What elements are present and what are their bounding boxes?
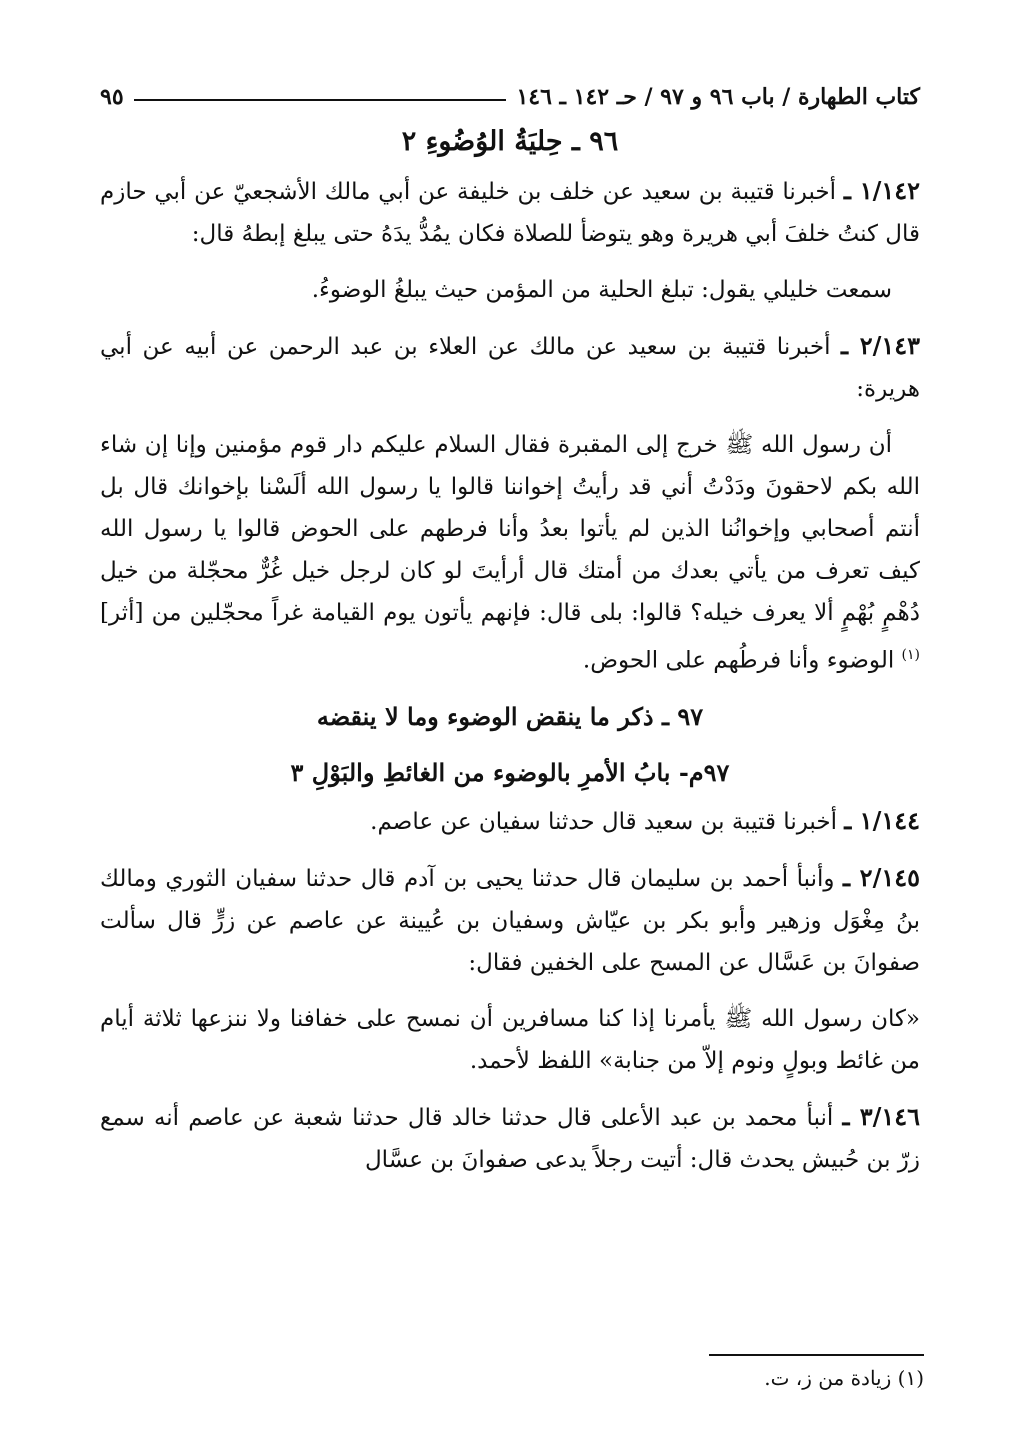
hadith-143-matn — [100, 424, 920, 682]
hadith-146-isnad-text: أنبأ محمد بن عبد الأعلى قال حدثنا خالد قال حدثنا شعبة عن عاصم أنه سمع زرّ بن حُبيش يحدث قال: أتيت رجلاً يدعى صفوانَ بن عسَّال — [100, 1104, 920, 1173]
hadith-144-number: ١/١٤٤ ـ — [844, 805, 920, 835]
footnote-reference: (١) — [901, 647, 920, 663]
hadith-143-matn-end: الوضوء وأنا فرطُهم على الحوض. — [582, 647, 895, 674]
footnote-divider — [709, 1354, 924, 1356]
hadith-142-isnad — [100, 170, 920, 255]
hadith-146-number: ٣/١٤٦ ـ — [842, 1101, 921, 1131]
running-head — [100, 80, 920, 114]
section-96-title: ٩٦ ـ حِليَةُ الوُضُوءِ ٢ — [401, 126, 619, 157]
hadith-145-isnad-text: وأنبأ أحمد بن سليمان قال حدثنا يحيى بن آدم قال حدثنا سفيان الثوري ومالك بنُ مِغْوَل وزهير وأبو بكر بن عيّاش وسفيان بن عُيينة عن عاصم عن زرٍّ قال سألت صفوانَ بن عَسَّال عن المسح على الخفين فقال: — [100, 865, 920, 976]
header-rule — [134, 99, 507, 101]
section-97m-title: ٩٧م- بابُ الأمرِ بالوضوء من الغائطِ والبَوْلِ ٣ — [290, 757, 730, 787]
hadith-142-number: ١/١٤٢ ـ — [843, 176, 921, 205]
hadith-143-number: ٢/١٤٣ ـ — [841, 331, 921, 360]
hadith-144-isnad — [100, 800, 920, 843]
hadith-146-isnad — [100, 1096, 920, 1181]
hadith-143-matn-text: أن رسول الله ﷺ خرج إلى المقبرة فقال السلام عليكم دار قوم مؤمنين وإنا إن شاء الله بكم لاحقونَ ودَدْتُ أني قد رأيتُ إخواننا قالوا يا رسول الله ألَسْنا بإخوانك قال بل أنتم أصحابي وإخوانُنا الذين لم يأتوا بعدُ وأنا فرطهم على الحوض قالوا يا رسول الله كيف تعرف من يأتي بعدك من أمتك قال أرأيتَ لو كان لرجل خيل غُرٌّ محجّلة من خيل دُهْمٍ بُهْمٍ ألا يعرف خيله؟ قالوا: بلى قال: فإنهم يأتون يوم القيامة غراً محجّلين من [أثر] — [100, 432, 920, 626]
hadith-145-isnad — [100, 857, 920, 984]
page-number: ٩٥ — [100, 84, 124, 110]
hadith-142-isnad-text: أخبرنا قتيبة بن سعيد عن خلف بن خليفة عن أبي مالك الأشجعيّ عن أبي حازم قال كنتُ خلفَ أبي هريرة وهو يتوضأ للصلاة فكان يمُدُّ يدَهُ حتى يبلغ إبطهُ قال: — [100, 179, 920, 247]
page — [100, 80, 920, 1181]
section-97-title: ٩٧ ـ ذكر ما ينقض الوضوء وما لا ينقضه — [316, 701, 704, 731]
hadith-145-matn: «كان رسول الله ﷺ يأمرنا إذا كنا مسافرين أن نمسح على خفافنا ولا ننزعها ثلاثة أيام من غائط وبولٍ ونوم إلاّ من جنابة» اللفظ لأحمد. — [100, 1005, 920, 1074]
hadith-143-isnad-text: أخبرنا قتيبة بن سعيد عن مالك عن العلاء بن عبد الرحمن عن أبيه عن أبي هريرة: — [100, 334, 920, 402]
hadith-145-number: ٢/١٤٥ ـ — [843, 862, 920, 892]
footnote: (١) زيادة من ز، ت. — [764, 1366, 924, 1390]
hadith-142-matn: سمعت خليلي يقول: تبلغ الحلية من المؤمن حيث يبلغُ الوضوءُ. — [311, 277, 892, 303]
header-title: كتاب الطهارة / باب ٩٦ و ٩٧ / حـ ١٤٢ ـ ١٤٦ — [516, 84, 920, 110]
hadith-144-isnad-text: أخبرنا قتيبة بن سعيد قال حدثنا سفيان عن عاصم. — [370, 808, 837, 835]
hadith-143-isnad — [100, 325, 920, 410]
